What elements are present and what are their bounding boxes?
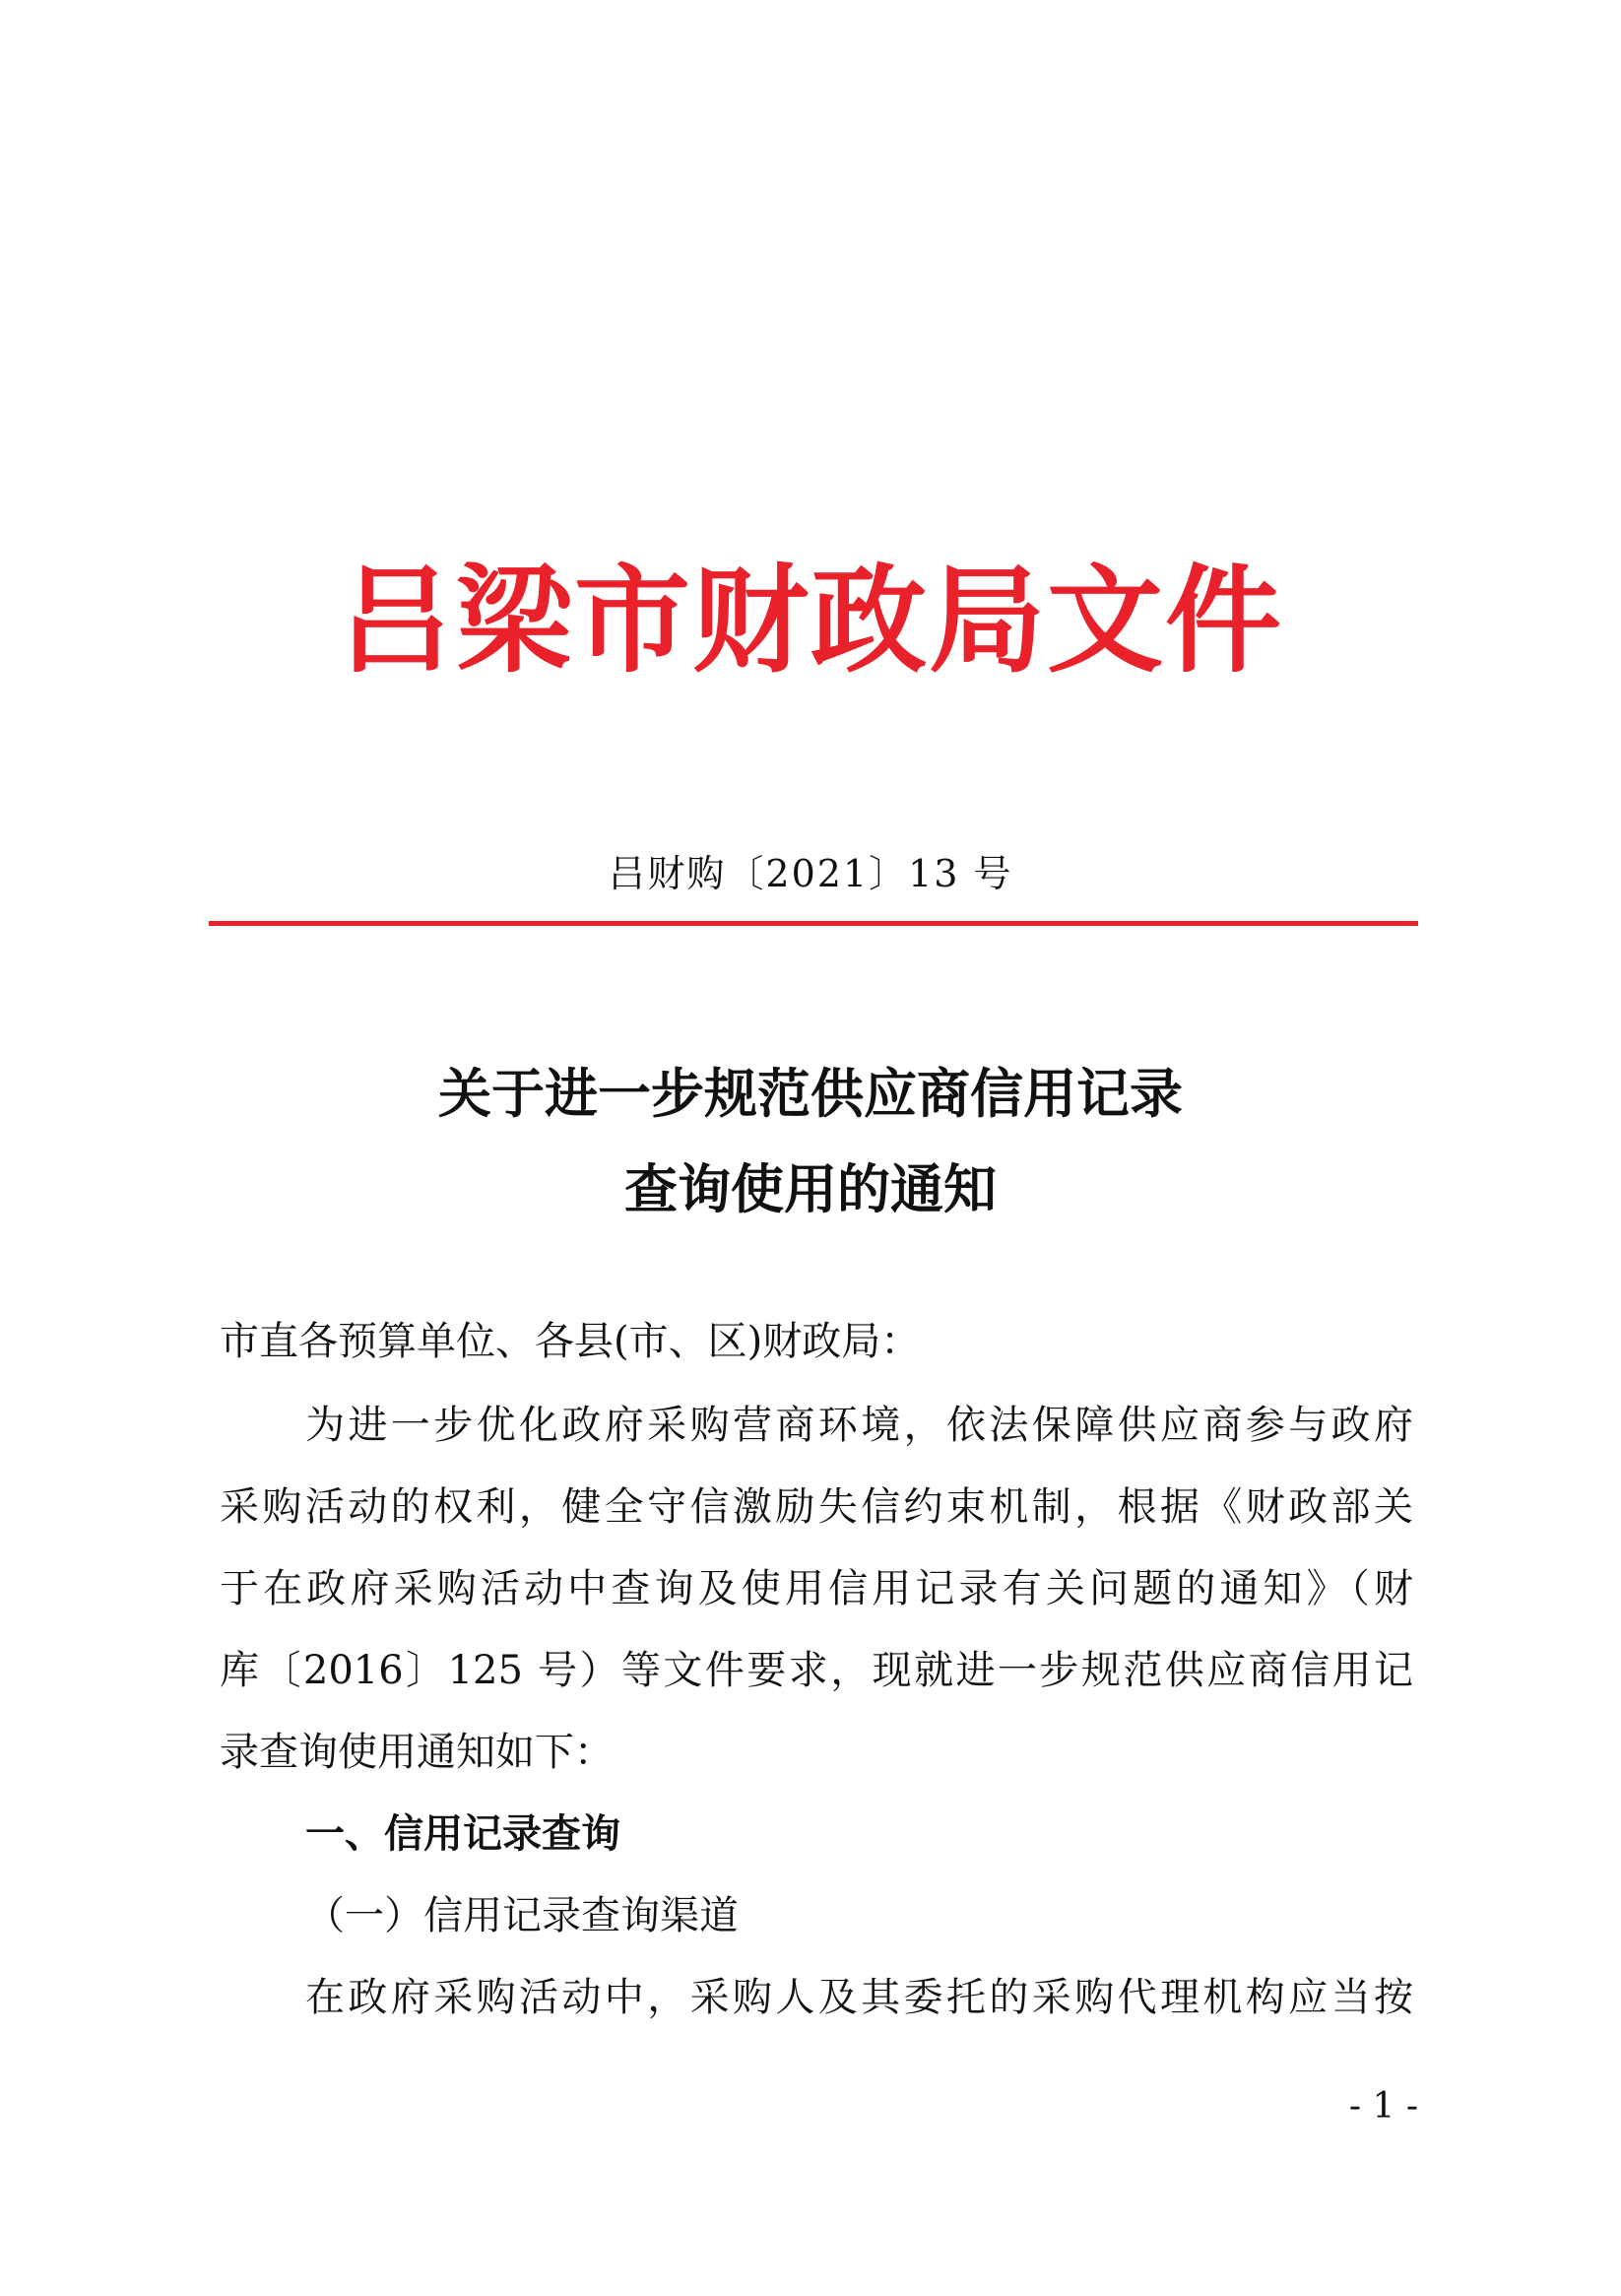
- section-heading: 一、信用记录查询: [305, 1810, 620, 1857]
- red-separator-line: [209, 921, 1418, 926]
- document-title-line-1: 关于进一步规范供应商信用记录: [438, 1062, 1183, 1125]
- paragraph-line: 为进一步优化政府采购营商环境，依法保障供应商参与政府: [305, 1403, 1413, 1448]
- document-number: 吕财购〔2021〕13 号: [608, 852, 1013, 895]
- subsection-heading: （一）信用记录查询渠道: [305, 1893, 739, 1938]
- document-title-line-2: 查询使用的通知: [624, 1157, 997, 1220]
- paragraph-line: 录查询使用通知如下：: [220, 1730, 614, 1775]
- paragraph-line: 于在政府采购活动中查询及使用信用记录有关问题的通知》（财: [220, 1566, 1413, 1611]
- masthead-title: 吕梁市财政局文件: [337, 552, 1283, 689]
- paragraph-line: 采购活动的权利，健全守信激励失信约束机制，根据《财政部关: [220, 1484, 1413, 1530]
- paragraph-line: 库〔2016〕125 号）等文件要求，现就进一步规范供应商信用记: [220, 1648, 1413, 1693]
- paragraph-line: 在政府采购活动中，采购人及其委托的采购代理机构应当按: [305, 1975, 1413, 2020]
- salutation: 市直各预算单位、各县(市、区)财政局：: [220, 1319, 921, 1364]
- page-number: - 1 -: [1348, 2086, 1418, 2127]
